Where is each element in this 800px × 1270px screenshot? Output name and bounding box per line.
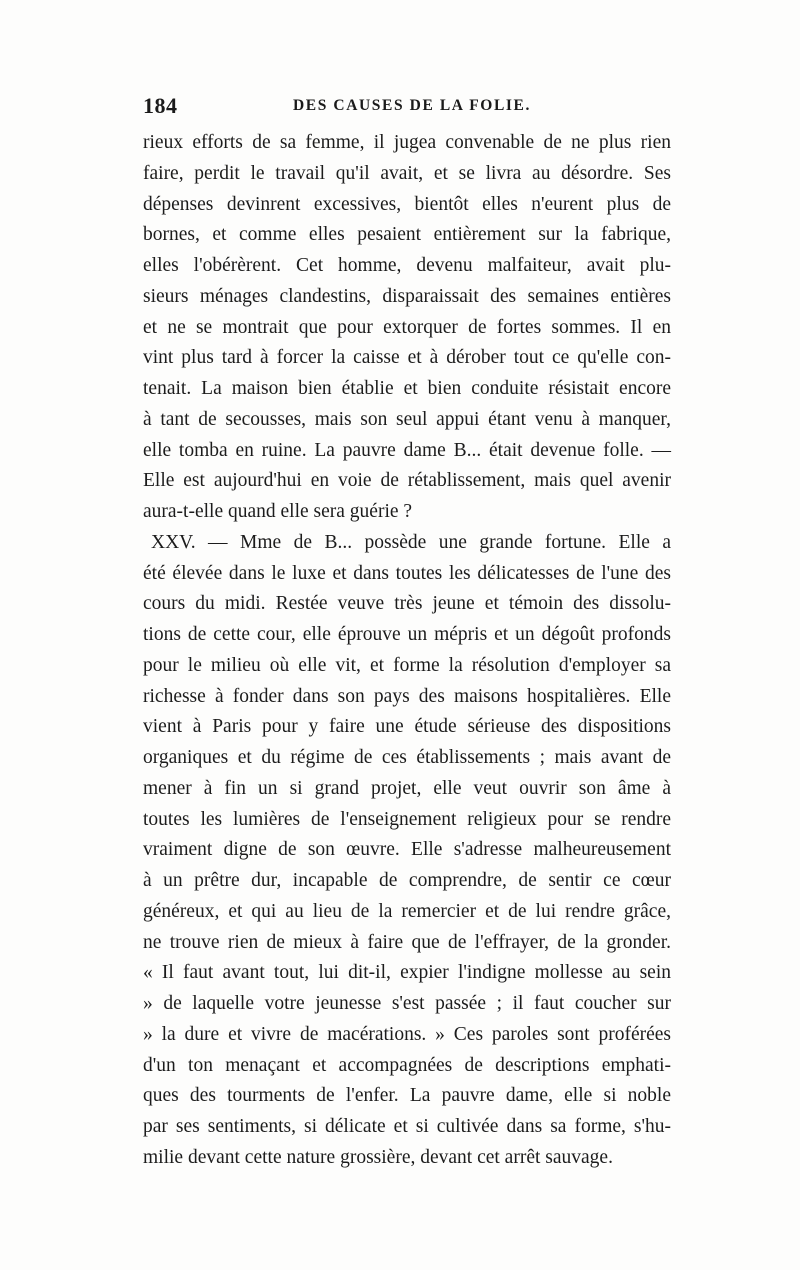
text-line: elle tomba en ruine. La pauvre dame B... était devenue folle. — [143, 439, 671, 461]
text-line: à un prêtre dur, incapable de comprendre, de sentir ce cœur [143, 870, 671, 891]
text-line: cours du midi. Restée veuve très jeune et témoin des dissolu- [143, 593, 671, 615]
text-line: d'un ton menaçant et accompagnées de descriptions emphati- [143, 1054, 671, 1076]
text-line: toutes les lumières de l'enseignement religieux pour se rendre [143, 808, 671, 830]
page-header [143, 93, 677, 119]
page-number: 184 [143, 93, 178, 118]
text-line: mener à fin un si grand projet, elle veut ouvrir son âme à [143, 777, 671, 799]
text-line: par ses sentiments, si délicate et si cultivée dans sa forme, s'hu- [143, 1116, 671, 1137]
text-line: elles l'obérèrent. Cet homme, devenu malfaiteur, avait plu- [143, 255, 671, 276]
running-title: DES CAUSES DE LA FOLIE. [293, 97, 531, 114]
text-line: faire, perdit le travail qu'il avait, et se livra au désordre. Ses [143, 162, 671, 184]
section-start-line: XXV. — Mme de B... possède une grande fortune. Elle a [151, 531, 671, 553]
text-line: ques des tourments de l'enfer. La pauvre dame, elle si noble [143, 1085, 671, 1107]
quote-line: « Il faut avant tout, lui dit-il, expier l'indigne mollesse au sein [143, 962, 671, 984]
text-line: tions de cette cour, elle éprouve un mépris et un dégoût profonds [143, 624, 671, 645]
text-line: à tant de secousses, mais son seul appui étant venu à manquer, [143, 408, 671, 430]
text-line: et ne se montrait que pour extorquer de fortes sommes. Il en [143, 316, 671, 338]
text-line: bornes, et comme elles pesaient entièrement sur la fabrique, [143, 224, 671, 246]
quote-line: » de laquelle votre jeunesse s'est passée ; il faut coucher sur [143, 993, 671, 1014]
text-line: vint plus tard à forcer la caisse et à dérober tout ce qu'elle con- [143, 347, 671, 369]
text-line: milie devant cette nature grossière, devant cet arrêt sauvage. [143, 1146, 613, 1168]
text-line: rieux efforts de sa femme, il jugea convenable de ne plus rien [143, 132, 671, 153]
text-line: organiques et du régime de ces établissements ; mais avant de [143, 747, 671, 768]
text-line: pour le milieu où elle vit, et forme la résolution d'employer sa [143, 654, 671, 676]
body-text [143, 128, 671, 1174]
text-line: Elle est aujourd'hui en voie de rétablissement, mais quel avenir [143, 470, 671, 492]
text-line: sieurs ménages clandestins, disparaissait des semaines entières [143, 285, 671, 307]
quote-line: » la dure et vivre de macérations. » Ces paroles sont proférées [143, 1023, 671, 1045]
text-line: été élevée dans le luxe et dans toutes les délicatesses de l'une des [143, 562, 671, 584]
text-line: aura-t-elle quand elle sera guérie ? [143, 501, 413, 522]
text-line: richesse à fonder dans son pays des maisons hospitalières. Elle [143, 685, 671, 707]
text-line: vient à Paris pour y faire une étude sérieuse des dispositions [143, 716, 671, 738]
text-line: ne trouve rien de mieux à faire que de l'effrayer, de la gronder. [143, 931, 671, 953]
text-line: tenait. La maison bien établie et bien conduite résistait encore [143, 378, 671, 399]
text-line: vraiment digne de son œuvre. Elle s'adresse malheureusement [143, 839, 671, 861]
text-line: généreux, et qui au lieu de la remercier et de lui rendre grâce, [143, 900, 671, 922]
text-line: dépenses devinrent excessives, bientôt elles n'eurent plus de [143, 193, 671, 215]
